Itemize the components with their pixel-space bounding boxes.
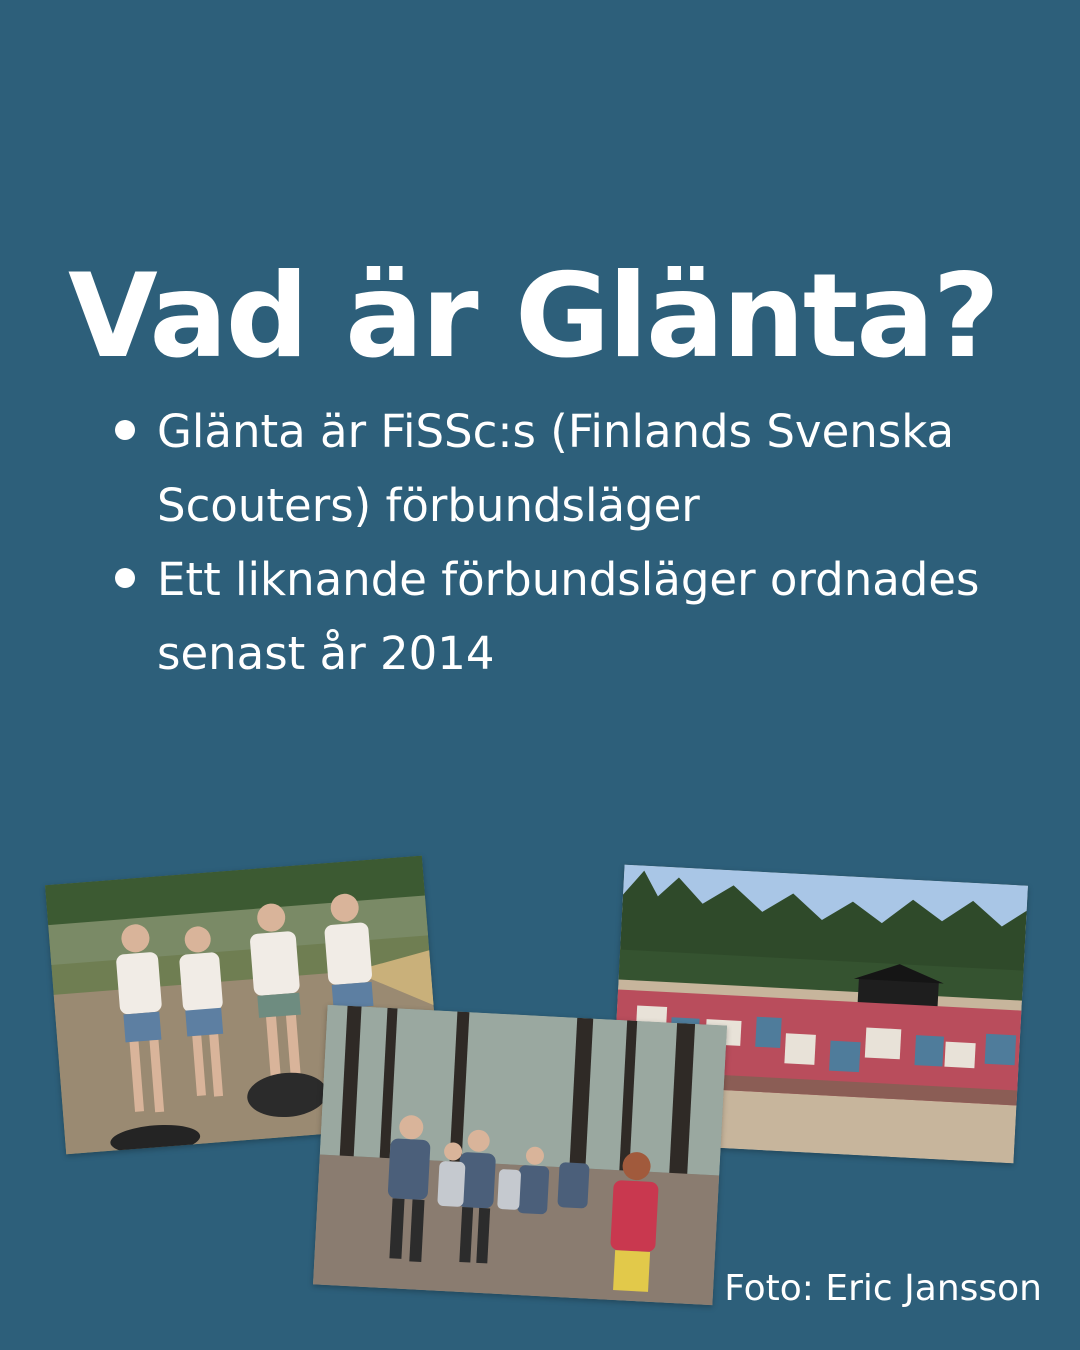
page-title: Vad är Glänta? [68, 248, 998, 384]
bullet-list [115, 395, 1015, 691]
bullet-item: Ett liknande förbundsläger ordnades senast år 2014 [115, 543, 1015, 691]
photo-credit: Foto: Eric Jansson [724, 1268, 1042, 1309]
bullet-item: Glänta är FiSSc:s (Finlands Svenska Scouters) förbundsläger [115, 395, 1015, 543]
photo-forest-walk [313, 1005, 727, 1306]
